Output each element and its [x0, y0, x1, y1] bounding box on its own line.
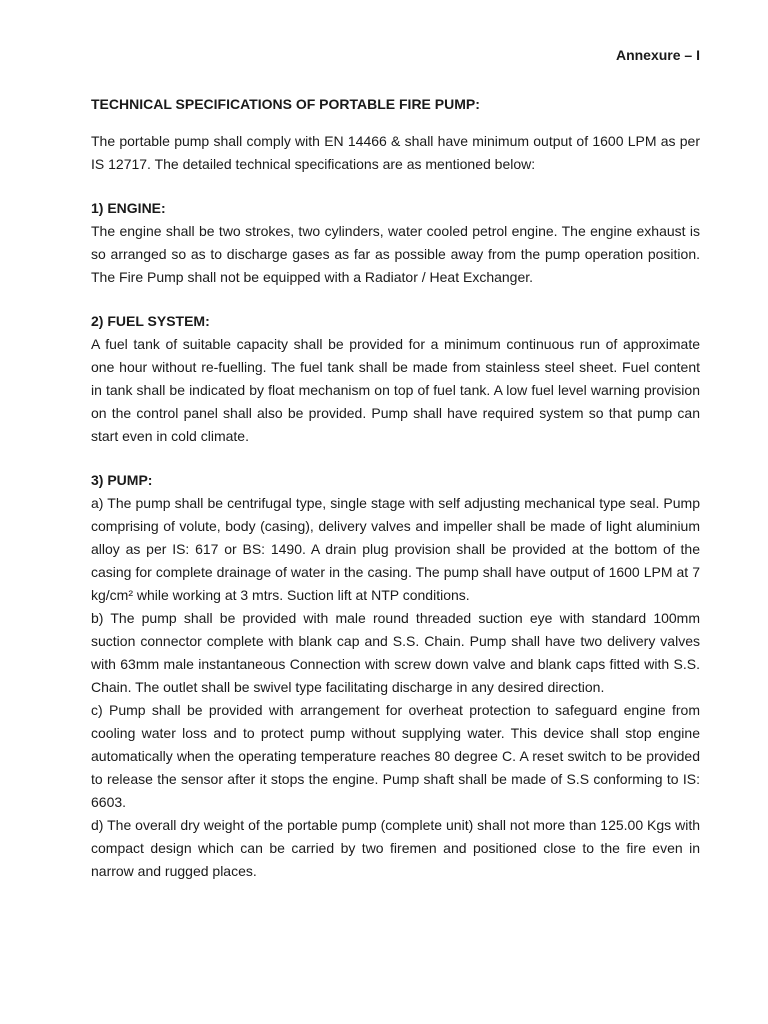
engine-heading: 1) ENGINE: — [91, 200, 166, 216]
engine-section — [91, 197, 700, 289]
document-title: TECHNICAL SPECIFICATIONS OF PORTABLE FIRE PUMP: — [91, 96, 480, 112]
document-body — [91, 93, 700, 883]
pump-clause-a: a) The pump shall be centrifugal type, single stage with self adjusting mechanical type seal. Pump comprising of volute, body (casing), delivery valves and impeller shall be made of light aluminium alloy as per IS: 617 or BS: 1490. A drain plug provision shall be provided at the bottom of the casing for complete drainage of water in the casing. The pump shall have output of 1600 LPM at 7 kg/cm² while working at 3 mtrs. Suction lift at NTP conditions. — [91, 495, 700, 603]
fuel-system-text: A fuel tank of suitable capacity shall be provided for a minimum continuous run of approximate one hour without re-fuelling. The fuel tank shall be made from stainless steel sheet. Fuel content in tank shall be indicated by float mechanism on top of fuel tank. A low fuel level warning provision on the control panel shall also be provided. Pump shall have required system so that pump can start even in cold climate. — [91, 336, 700, 444]
fuel-system-heading: 2) FUEL SYSTEM: — [91, 313, 210, 329]
pump-section — [91, 469, 700, 883]
intro-paragraph: The portable pump shall comply with EN 14466 & shall have minimum output of 1600 LPM as per IS 12717. The detailed technical specifications are as mentioned below: — [91, 133, 700, 172]
fuel-system-section — [91, 310, 700, 448]
engine-text: The engine shall be two strokes, two cylinders, water cooled petrol engine. The engine exhaust is so arranged so as to discharge gases as far as possible away from the pump operation position. The Fire Pump shall not be equipped with a Radiator / Heat Exchanger. — [91, 223, 700, 285]
pump-clause-d: d) The overall dry weight of the portable pump (complete unit) shall not more than 125.00 Kgs with compact design which can be carried by two firemen and positioned close to the fire even in narrow and rugged places. — [91, 817, 700, 879]
pump-heading: 3) PUMP: — [91, 472, 153, 488]
pump-clause-c: c) Pump shall be provided with arrangement for overheat protection to safeguard engine from cooling water loss and to protect pump without supplying water. This device shall stop engine automatically when the operating temperature reaches 80 degree C. A reset switch to be provided to release the sensor after it stops the engine. Pump shaft shall be made of S.S conforming to IS: 6603. — [91, 702, 700, 810]
annexure-label: Annexure – I — [615, 47, 700, 63]
pump-clause-b: b) The pump shall be provided with male round threaded suction eye with standard 100mm suction connector complete with blank cap and S.S. Chain. Pump shall have two delivery valves with 63mm male instantaneous Connection with screw down valve and blank caps fitted with S.S. Chain. The outlet shall be swivel type facilitating discharge in any desired direction. — [91, 610, 700, 695]
